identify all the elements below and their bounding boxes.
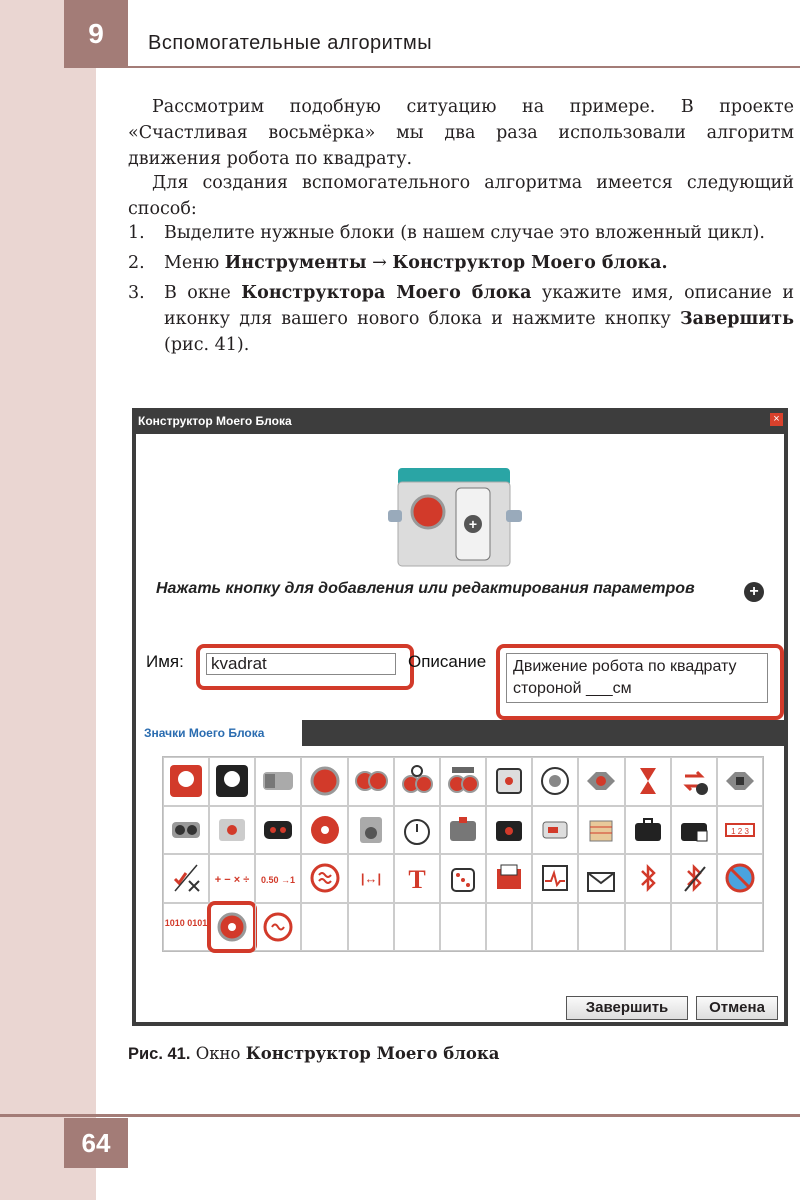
dialog-body <box>136 434 784 1022</box>
icon-cell[interactable] <box>671 757 717 806</box>
header-rule <box>128 66 800 68</box>
logic-operations-icon <box>169 861 203 895</box>
description-label: Описание <box>408 652 487 671</box>
step-text-end: (рис. 41). <box>164 335 250 355</box>
button-name: Завершить <box>680 309 794 329</box>
motor-red-icon <box>308 764 342 798</box>
icon-cell[interactable] <box>717 757 763 806</box>
text-icon <box>400 861 434 895</box>
step-text-mid: укажите имя, описание и иконку для вашего нового блока и нажмите кнопку <box>164 283 794 329</box>
icon-cell-empty <box>532 903 578 952</box>
icon-cell[interactable] <box>486 854 532 903</box>
name-label: Имя: <box>146 652 184 671</box>
step-number: 2. <box>128 253 145 273</box>
icon-cell[interactable] <box>255 757 301 806</box>
icon-cell[interactable] <box>578 757 624 806</box>
tab-my-block-icons[interactable]: Значки Моего Блока <box>136 720 302 746</box>
icon-cell-empty <box>348 903 394 952</box>
icon-cell[interactable] <box>440 757 486 806</box>
block-output-port <box>506 510 522 522</box>
name-highlight <box>196 644 414 690</box>
briefcase-icon <box>631 813 665 847</box>
description-highlight <box>496 644 784 720</box>
wave-icon <box>261 910 295 944</box>
large-motor-icon <box>261 764 295 798</box>
add-param-hint: Нажать кнопку для добавления или редактирования параметров <box>156 580 695 597</box>
paragraph-1: Рассмотрим подобную ситуацию на примере. В проекте «Счастливая восьмёрка» мы два раза использовали алгоритм движения робота по квадрату. <box>128 97 794 169</box>
footer-rule <box>0 1114 800 1117</box>
no-wireless-icon <box>723 861 757 895</box>
energy-meter-icon <box>538 813 572 847</box>
icon-cell[interactable] <box>348 757 394 806</box>
icon-cell[interactable] <box>255 903 301 952</box>
motor-selected-icon <box>215 910 249 944</box>
icon-cell-empty <box>301 903 347 952</box>
menu-item: Конструктор Моего блока. <box>392 253 668 273</box>
icon-cell[interactable] <box>625 806 671 855</box>
icon-cell[interactable] <box>532 806 578 855</box>
icon-cell-empty <box>440 903 486 952</box>
loop-interrupt-icon <box>677 764 711 798</box>
step-text: Выделите нужные блоки (в нашем случае это вложенный цикл). <box>164 223 765 243</box>
random-wave-icon <box>308 861 342 895</box>
paragraph-2: Для создания вспомогательного алгоритма имеется следующий способ: <box>128 173 794 219</box>
icon-cell[interactable] <box>394 854 440 903</box>
icon-cell[interactable] <box>625 854 671 903</box>
tab-bar <box>136 720 784 746</box>
icon-cell[interactable] <box>163 806 209 855</box>
brick-status-light-icon <box>584 764 618 798</box>
briefcase-lock-icon <box>677 813 711 847</box>
description-field[interactable]: Движение робота по квадрату стороной ___см <box>506 653 768 703</box>
range-icon <box>354 861 388 895</box>
motor-icon <box>412 496 444 528</box>
infrared-sensor-icon <box>261 813 295 847</box>
icon-cell[interactable] <box>348 854 394 903</box>
round-icon-text: 0.50 →1 <box>261 875 296 886</box>
data-logging-icon <box>492 861 526 895</box>
binary-icon-text: 1010 0101 <box>164 917 208 928</box>
step-text: В окне <box>164 283 242 303</box>
icon-cell[interactable] <box>532 854 578 903</box>
svg-text:+: + <box>468 516 478 532</box>
display-icon <box>492 764 526 798</box>
icon-cell[interactable] <box>625 757 671 806</box>
close-icon[interactable]: × <box>770 413 783 426</box>
icon-cell[interactable] <box>301 757 347 806</box>
caption-label: Рис. 41. <box>128 1045 191 1063</box>
icon-cell-empty <box>394 903 440 952</box>
icon-cell[interactable] <box>532 757 578 806</box>
icon-cell[interactable] <box>671 806 717 855</box>
menu-name: Инструменты <box>224 253 367 273</box>
cancel-button[interactable]: Отмена <box>696 996 778 1020</box>
icon-cell[interactable] <box>717 806 763 855</box>
gyro-sensor-icon <box>354 813 388 847</box>
step-text: Меню <box>164 253 225 273</box>
chapter-title: Вспомогательные алгоритмы <box>148 32 433 54</box>
icon-cell[interactable] <box>578 854 624 903</box>
round-icon <box>261 861 295 895</box>
step-3 <box>128 280 794 358</box>
figure-caption <box>128 1044 499 1064</box>
steering-motors-icon <box>400 764 434 798</box>
icon-cell[interactable] <box>578 806 624 855</box>
icon-cell-selected[interactable] <box>209 903 255 952</box>
icon-cell[interactable] <box>209 854 255 903</box>
dice-icon <box>446 861 480 895</box>
icon-cell[interactable] <box>255 854 301 903</box>
block-preview <box>386 462 536 572</box>
chapter-number: 9 <box>64 0 128 68</box>
step-number: 3. <box>128 283 145 303</box>
math-icon <box>215 861 249 895</box>
icon-cell[interactable] <box>163 903 209 952</box>
icon-cell[interactable] <box>348 806 394 855</box>
arrow: → <box>366 253 393 273</box>
name-field[interactable]: kvadrat <box>206 653 396 675</box>
hourglass-icon <box>631 764 665 798</box>
block-body <box>398 482 510 566</box>
step-1 <box>128 220 794 246</box>
icon-cell[interactable] <box>486 806 532 855</box>
icon-cell[interactable] <box>301 854 347 903</box>
icon-cell-empty <box>625 903 671 952</box>
icon-cell[interactable] <box>209 806 255 855</box>
array-icon-text: 1 2 3 <box>731 826 749 836</box>
timer-icon <box>400 813 434 847</box>
icon-cell-empty <box>671 903 717 952</box>
icon-cell[interactable] <box>394 806 440 855</box>
text-icon-text: T <box>408 865 426 895</box>
icon-cell[interactable] <box>209 757 255 806</box>
temperature-sensor-icon <box>492 813 526 847</box>
touch-sensor-icon <box>446 813 480 847</box>
icon-cell[interactable] <box>440 854 486 903</box>
icon-cell[interactable] <box>255 806 301 855</box>
icon-cell[interactable] <box>163 854 209 903</box>
step-2 <box>128 250 794 276</box>
icon-grid <box>162 756 764 952</box>
graph-icon <box>538 861 572 895</box>
icon-cell[interactable] <box>394 757 440 806</box>
stop-sensor-icon <box>723 764 757 798</box>
binary-icon <box>164 910 208 944</box>
bluetooth-icon <box>631 861 665 895</box>
finish-button[interactable]: Завершить <box>566 996 688 1020</box>
page-number: 64 <box>64 1118 128 1168</box>
ultrasonic-sensor-icon <box>169 813 203 847</box>
dialog-title: Конструктор Моего Блока <box>138 414 292 428</box>
caption-bold: Конструктор Моего блока <box>245 1044 500 1063</box>
brain-red-icon <box>169 764 203 798</box>
icon-cell-empty <box>486 903 532 952</box>
remote-buttons-icon <box>308 813 342 847</box>
file-access-icon <box>584 813 618 847</box>
icon-cell[interactable] <box>301 806 347 855</box>
icon-cell[interactable] <box>440 806 486 855</box>
my-block-builder-dialog <box>132 408 788 1026</box>
icon-cell[interactable] <box>486 757 532 806</box>
icon-cell-empty <box>717 903 763 952</box>
messaging-icon <box>584 861 618 895</box>
window-name: Конструктора Моего блока <box>241 283 532 303</box>
steps-list <box>128 220 794 362</box>
bluetooth-off-icon <box>677 861 711 895</box>
caption-text: Окно <box>195 1044 246 1063</box>
two-motors-icon <box>354 764 388 798</box>
icon-cell[interactable] <box>717 854 763 903</box>
icon-cell-empty <box>578 903 624 952</box>
brain-gear-icon <box>215 764 249 798</box>
color-sensor-icon <box>215 813 249 847</box>
margin-band <box>0 0 96 1200</box>
add-param-button[interactable]: + <box>744 582 764 602</box>
range-icon-text: |↔| <box>360 871 381 887</box>
icon-cell[interactable] <box>671 854 717 903</box>
sound-icon <box>538 764 572 798</box>
block-input-port <box>388 510 402 522</box>
icon-cell[interactable] <box>163 757 209 806</box>
step-number: 1. <box>128 223 145 243</box>
tank-motors-icon <box>446 764 480 798</box>
array-icon <box>723 813 757 847</box>
math-icon-text: + − × ÷ <box>214 874 250 887</box>
